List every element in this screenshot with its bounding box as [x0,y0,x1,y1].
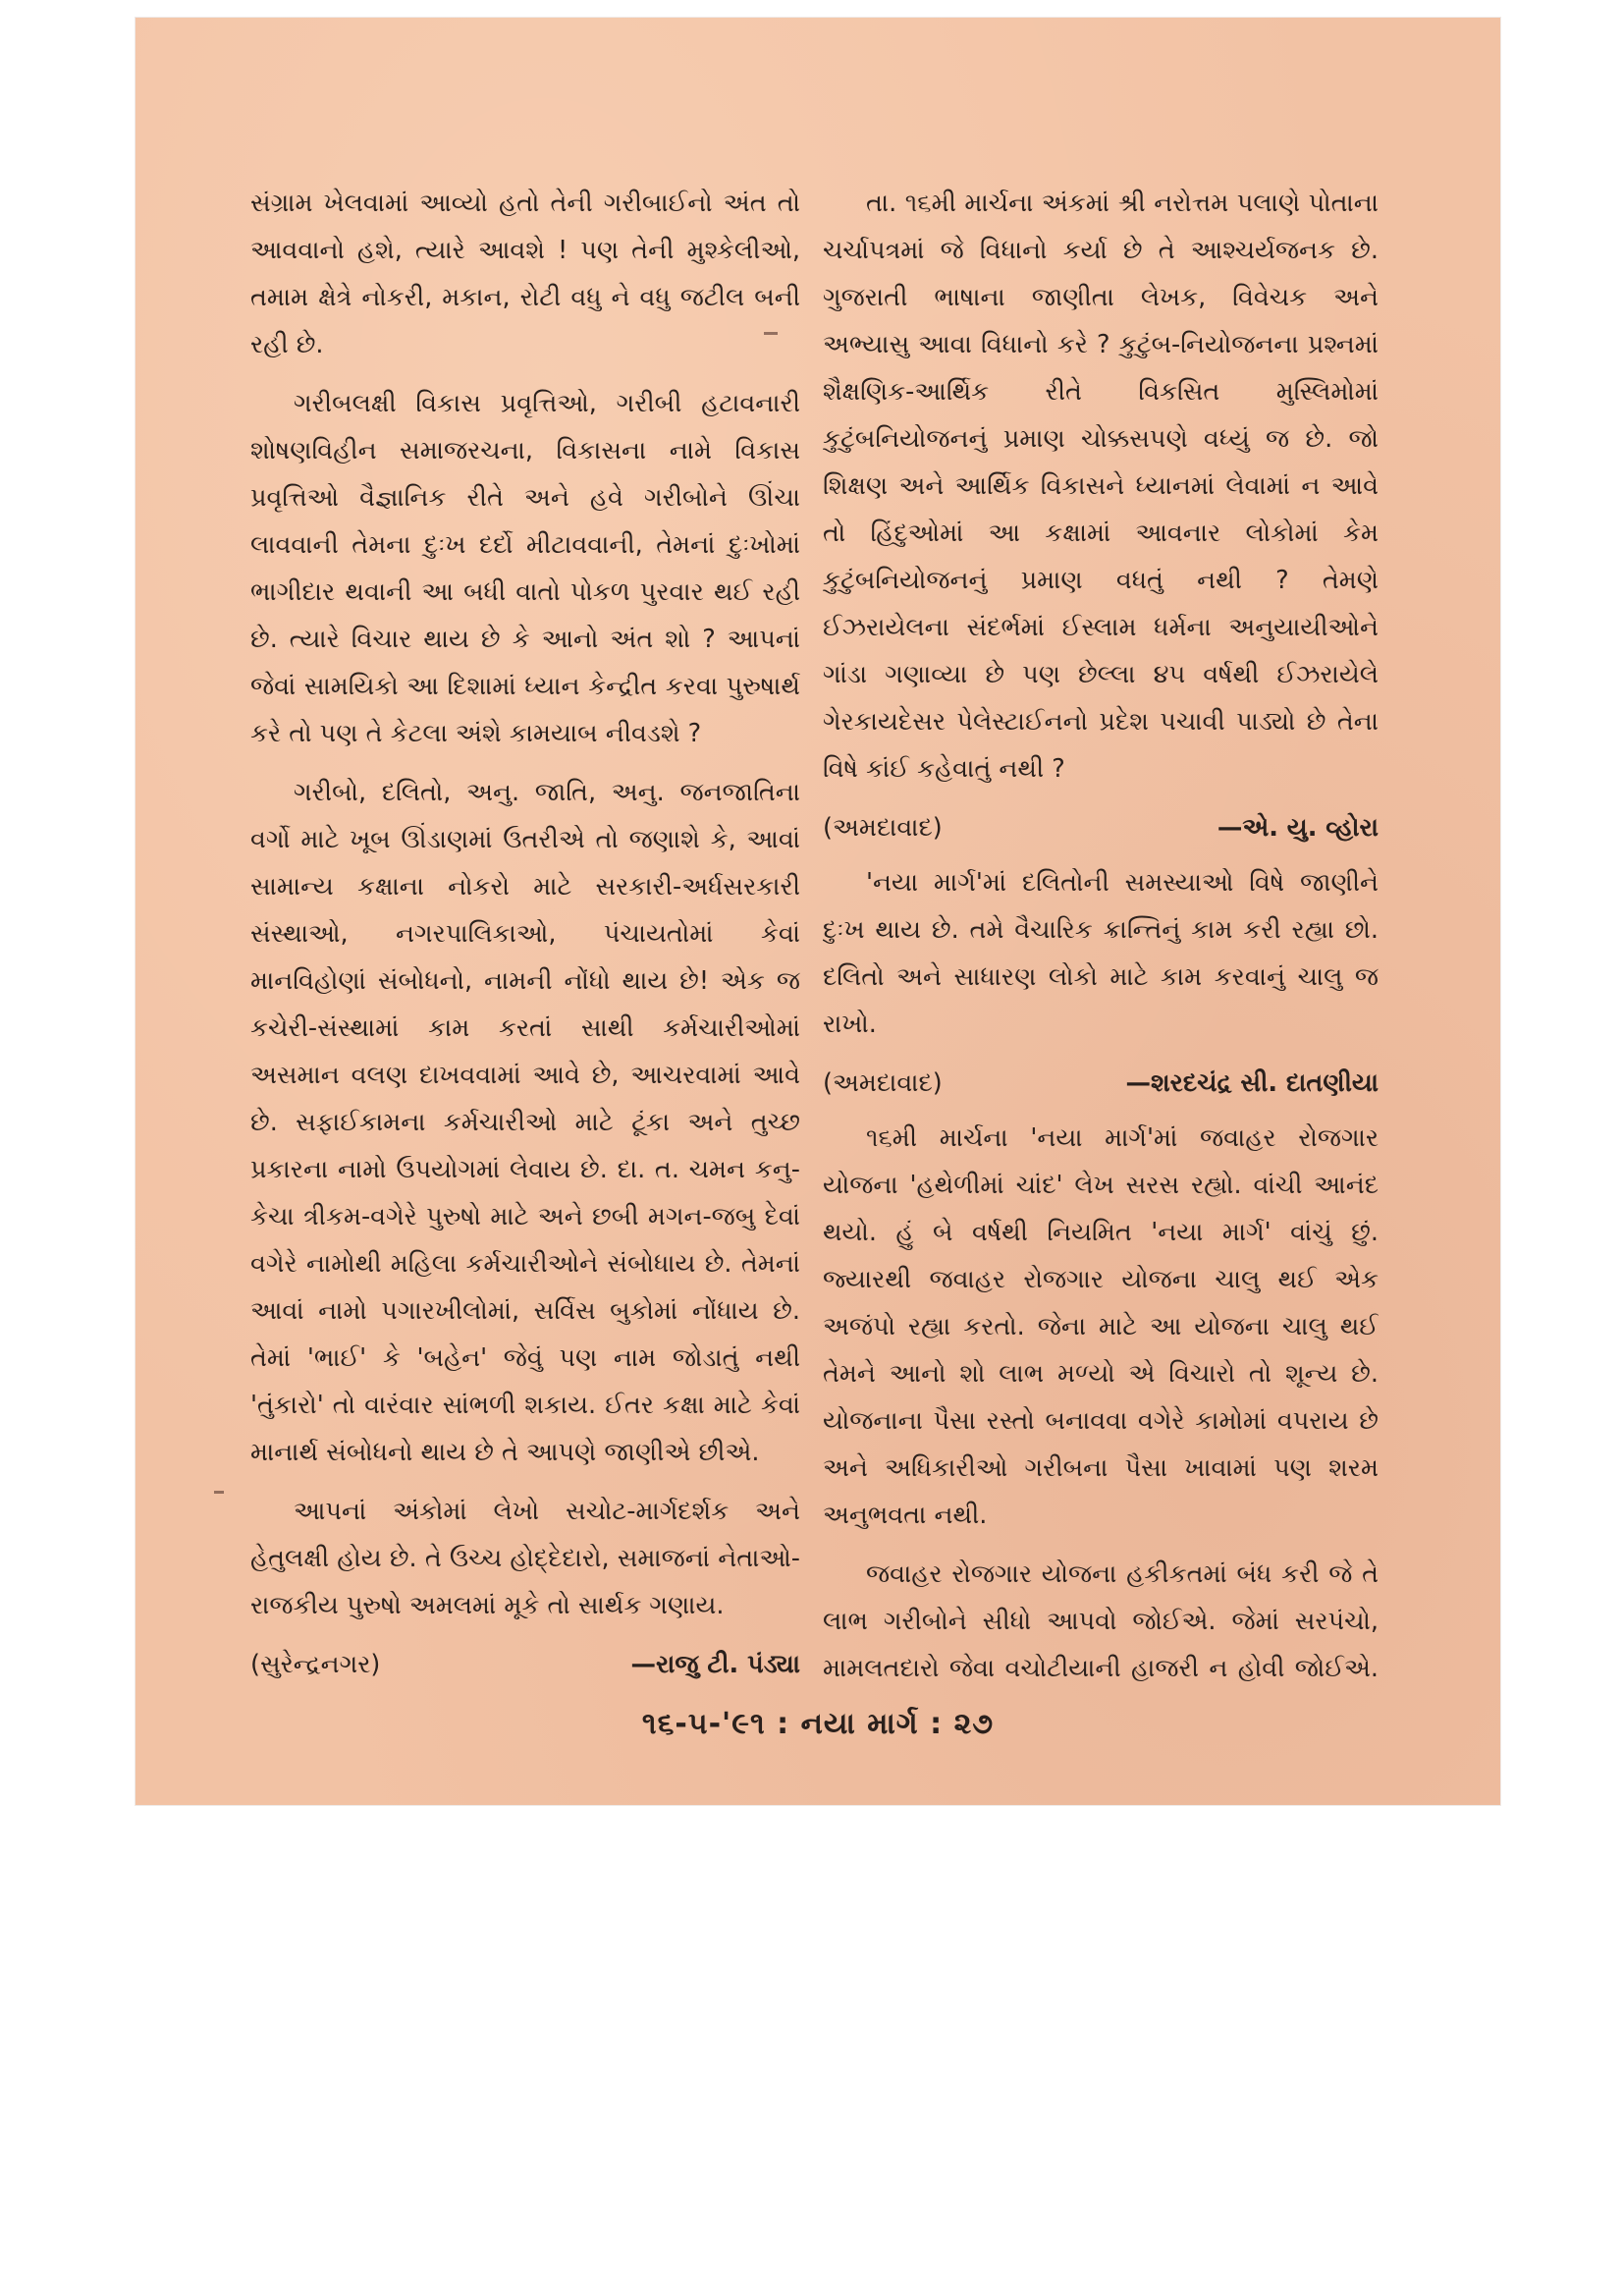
letter-signature: —એ. યુ. વ્હોરા [1217,813,1379,843]
letter-paragraph: જવાહર રોજગાર યોજના હકીકતમાં બંધ કરી જે તે લાભ ગરીબોને સીધો આપવો જોઈએ. જેમાં સરપંચો, મામલતદારો જેવા વચોટીયાની હાજરી ન હોવી જોઈએ. [823,1559,1379,1683]
letter-signoff [250,1641,800,1688]
right-column [823,180,1379,1692]
left-column [250,180,800,1692]
letter-paragraph: ગરીબલક્ષી વિકાસ પ્રવૃત્તિઓ, ગરીબી હટાવનારી શોષણવિહીન સમાજરચના, વિકાસના નામે વિકાસ પ્રવૃત્તિઓ વૈજ્ઞાનિક રીતે અને હવે ગરીબોને ઊંચા લાવવાની તેમના દુઃખ દર્દો મીટાવવાની, તેમનાં દુઃખોમાં ભાગીદાર થવાની આ બધી વાતો પોકળ પુરવાર થઈ રહી છે. ત્યારે વિચાર થાય છે કે આનો અંત શો ? આપનાં જેવાં સામયિકો આ દિશામાં ધ્યાન કેન્દ્રીત કરવા પુરુષાર્થ કરે તો પણ તે કેટલા અંશે કામયાબ નીવડશે ? [250,389,800,748]
letter-paragraph: ગરીબો, દલિતો, અનુ. જાતિ, અનુ. જનજાતિના વર્ગો માટે ખૂબ ઊંડાણમાં ઉતરીએ તો જણાશે કે, આવાં સામાન્ય કક્ષાના નોકરો માટે સરકારી-અર્ધસરકારી સંસ્થાઓ, નગરપાલિકાઓ, પંચાયતોમાં કેવાં માનવિહોણાં સંબોધનો, નામની નોંધો થાય છે! એક જ કચેરી-સંસ્થામાં કામ કરતાં સાથી કર્મચારીઓમાં અસમાન વલણ દાખવવામાં આવે છે, આચરવામાં આવે છે. સફાઈકામના કર્મચારીઓ માટે ટૂંકા અને તુચ્છ પ્રકારના નામો ઉપયોગમાં લેવાય છે. દા. ત. ચમન કનુ-કેચા ત્રીકમ-વગેરે પુરુષો માટે અને છબી મગન-જબુ દેવાં વગેરે નામોથી મહિલા કર્મચારીઓને સંબોધાય છે. તેમનાં આવાં નામો પગારખીલોમાં, સર્વિસ બુકોમાં નોંધાય છે. તેમાં 'ભાઈ' કે 'બહેન' જેવું પણ નામ જોડાતું નથી 'તુંકારો' તો વારંવાર સાંભળી શકાય. ઈતર કક્ષા માટે કેવાં માનાર્થ સંબોધનો થાય છે તે આપણે જાણીએ છીએ. [250,778,800,1467]
letter-signature: —શરદચંદ્ર સી. દાતણીયા [1125,1068,1379,1098]
letter-signature: —રાજુ ટી. પંડ્યા [630,1650,800,1679]
letter-paragraph: 'નયા માર્ગ'માં દલિતોની સમસ્યાઓ વિષે જાણીને દુઃખ થાય છે. તમે વૈચારિક ક્રાન્તિનું કામ કરી રહ્યા છો. દલિતો અને સાધારણ લોકો માટે કામ કરવાનું ચાલુ જ રાખો. [823,868,1379,1039]
scanned-page [135,18,1500,1805]
letter-place: (સુરેન્દ્રનગર) [250,1650,381,1679]
letter-signoff [823,804,1379,851]
scan-speck [764,332,778,335]
letter-paragraph: આપનાં અંકોમાં લેખો સચોટ-માર્ગદર્શક અને હેતુલક્ષી હોય છે. તે ઉચ્ચ હોદ્દેદારો, સમાજનાં નેતાઓ-રાજકીય પુરુષો અમલમાં મૂકે તો સાર્થક ગણાય. [250,1497,800,1620]
page-footer: ૧૬-૫-'૯૧ : નયા માર્ગ : ૨૭ [641,1707,995,1741]
letter-signoff [823,1060,1379,1107]
scan-speck [214,1491,224,1494]
letter-paragraph: તા. ૧૬મી માર્ચના અંકમાં શ્રી નરોત્તમ પલાણે પોતાના ચર્ચાપત્રમાં જે વિધાનો કર્યા છે તે આશ્ચર્યજનક છે. ગુજરાતી ભાષાના જાણીતા લેખક, વિવેચક અને અભ્યાસુ આવા વિધાનો કરે ? કુટુંબ-નિયોજનના પ્રશ્નમાં શૈક્ષણિક-આર્થિક રીતે વિકસિત મુસ્લિમોમાં કુટુંબનિયોજનનું પ્રમાણ ચોક્કસપણે વધ્યું જ છે. જો શિક્ષણ અને આર્થિક વિકાસને ધ્યાનમાં લેવામાં ન આવે તો હિંદુઓમાં આ કક્ષામાં આવનાર લોકોમાં કેમ કુટુંબનિયોજનનું પ્રમાણ વધતું નથી ? તેમણે ઈઝરાયેલના સંદર્ભમાં ઈસ્લામ ધર્મના અનુયાયીઓને ગાંડા ગણાવ્યા છે પણ છેલ્લા ૪૫ વર્ષથી ઈઝરાયેલે ગેરકાયદેસર પેલેસ્ટાઈનનો પ્રદેશ પચાવી પાડ્યો છે તેના વિષે કાંઈ કહેવાતું નથી ? [823,189,1379,784]
letter-paragraph: સંગ્રામ ખેલવામાં આવ્યો હતો તેની ગરીબાઈનો અંત તો આવવાનો હશે, ત્યારે આવશે ! પણ તેની મુશ્કેલીઓ, તમામ ક્ષેત્રે નોકરી, મકાન, રોટી વધુ ને વધુ જટીલ બની રહી છે. [250,189,800,359]
letter-place: (અમદાવાદ) [823,813,943,843]
letter-paragraph: ૧૬મી માર્ચના 'નયા માર્ગ'માં જવાહર રોજગાર યોજના 'હથેળીમાં ચાંદ' લેખ સરસ રહ્યો. વાંચી આનંદ થયો. હું બે વર્ષથી નિયમિત 'નયા માર્ગ' વાંચું છું. જ્યારથી જવાહર રોજગાર યોજના ચાલુ થઈ એક અજંપો રહ્યા કરતો. જેના માટે આ યોજના ચાલુ થઈ તેમને આનો શો લાભ મળ્યો એ વિચારો તો શૂન્ય છે. યોજનાના પૈસા રસ્તો બનાવવા વગેરે કામોમાં વપરાય છે અને અધિકારીઓ ગરીબના પૈસા ખાવામાં પણ શરમ અનુભવતા નથી. [823,1123,1379,1530]
letter-place: (અમદાવાદ) [823,1068,943,1098]
